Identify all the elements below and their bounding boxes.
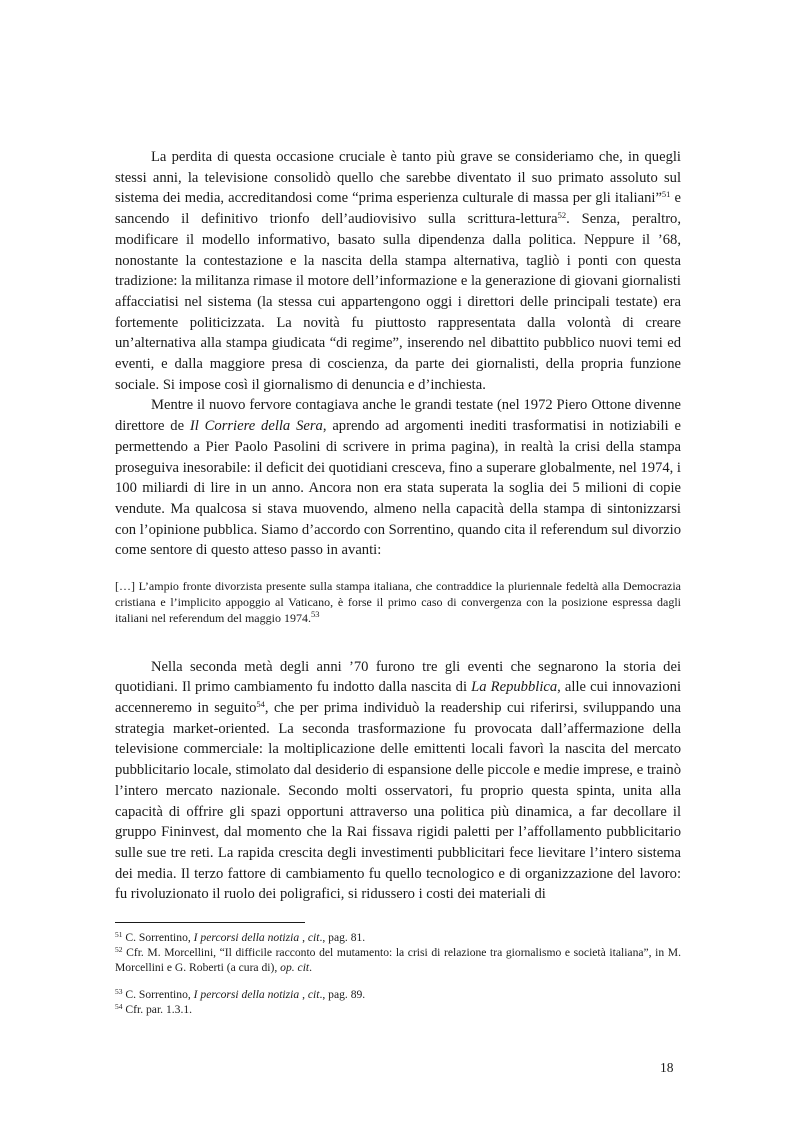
block-quote: […] L’ampio fronte divorzista presente sulla stampa italiana, che contraddice la pluriennale fedeltà alla Democrazia cristiana e l’implicito appoggio al Vaticano, è forse il primo caso di convergenza con la posizione espressa dagli italiani nel referendum del maggio 1974.53 (115, 579, 681, 626)
footnote-ref-51[interactable]: 51 (661, 189, 671, 200)
spacer (115, 975, 681, 987)
footnote-54: $^{54}$ Cfr. par. 1.3.1. (115, 1002, 193, 1017)
footnote-53: $^{53}$ C. Sorrentino, I percorsi della notizia , cit., pag. 89. (115, 987, 366, 1002)
spacer (115, 627, 681, 657)
footnote-separator (115, 922, 305, 923)
footnote-ref-52[interactable]: 52 (557, 210, 567, 221)
page-body (115, 147, 681, 1017)
newspaper-title: Il Corriere della Sera (189, 418, 323, 435)
newspaper-title: La Repubblica (471, 679, 558, 696)
body-paragraph-1: La perdita di questa occasione cruciale è tanto più grave se consideriamo che, in quegli stessi anni, la televisione consolidò quello che sarebbe diventato il suo primato assoluto sul sistema dei media, accreditandosi come “prima esperienza culturale di massa per gli italiani”$^{51}$ e sancendo il definitivo trionfo dell’audiovisivo sulla scrittura-lettura$^{52}$. Senza, peraltro, modificare il modello informativo, basato sulla dipendenza dalla politica. Neppure il ’68, nonostante la contestazione e la nascita della stampa alternativa, tagliò i ponti con questa tradizione: la militanza rimase il motore dell’informazione e la generazione di giovani giornalisti affacciatisi nel sistema (la stessa cui appartengono oggi i direttori delle principali testate) era fortemente politicizzata. La novità fu piuttosto rappresentata dalla volontà di creare un’alternativa alla stampa giudicata “di regime”, inserendo nel dibattito pubblico nuovi temi ed eventi, e dalla maggiore presa di coscienza, da parte dei giornalisti, della propria funzione sociale. Si impose così il giornalismo di denuncia e d’inchiesta. (115, 149, 682, 393)
footnote-ref-53[interactable]: 53 (310, 609, 320, 620)
page-number: 18 (660, 1060, 674, 1075)
body-paragraph-3: Nella seconda metà degli anni ’70 furono tre gli eventi che segnarono la storia dei quotidiani. Il primo cambiamento fu indotto dalla nascita di La Repubblica, alle cui innovazioni accenneremo in seguito$^{54}$, che per prima individuò la readership cui riferirsi, sviluppando una strategia market-oriented. La seconda trasformazione fu provocata dall’affermazione della televisione commerciale: la moltiplicazione delle emittenti locali favorì la nascita del mercato pubblicitario locale, stimolato dal desiderio di espansione delle piccole e medie imprese, e trainò l’intero mercato nazionale. Secondo molti osservatori, fu proprio questa spinta, unita alla capacità di offrire gli spazi opportuni attraverso una politica più dinamica, a far decollare il gruppo Fininvest, dal momento che la Rai fissava rigidi paletti per l’affollamento pubblicitario sulle sue tre reti. La rapida crescita degli investimenti pubblicitari fece lievitare l’intero sistema dei media. Il terzo fattore di cambiamento fu quello tecnologico e di organizzazione del lavoro: fu rivoluzionato il ruolo dei poligrafici, si ridussero i costi dei materiali di (115, 658, 681, 903)
footnote-ref-54[interactable]: 54 (256, 699, 265, 710)
footnote-52: $^{52}$ Cfr. M. Morcellini, “Il difficile racconto del mutamento: la crisi di relazione tra giornalismo e società italiana”, in M. Morcellini e G. Roberti (a cura di), op. cit. (115, 945, 681, 975)
footnote-51: $^{51}$ C. Sorrentino, I percorsi della notizia , cit., pag. 81. (115, 930, 366, 945)
body-paragraph-2: Mentre il nuovo fervore contagiava anche le grandi testate (nel 1972 Piero Ottone divenne direttore de Il Corriere della Sera, aprendo ad argomenti inediti trasformatisi in notiziabili e permettendo a Pier Paolo Pasolini di scrivere in prima pagina), in realtà la crisi della stampa proseguiva inesorabile: il deficit dei quotidiani cresceva, fino a superare globalmente, nel 1974, i 100 miliardi di lire in un anno. Ancora non era stata superata la soglia dei 5 milioni di copie vendute. Ma qualcosa si stava muovendo, almeno nella capacità della stampa di sintonizzarsi con l’opinione pubblica. Siamo d’accordo con Sorrentino, quando cita il referendum sul divorzio come sentore di questo atteso passo in avanti: (115, 397, 681, 559)
